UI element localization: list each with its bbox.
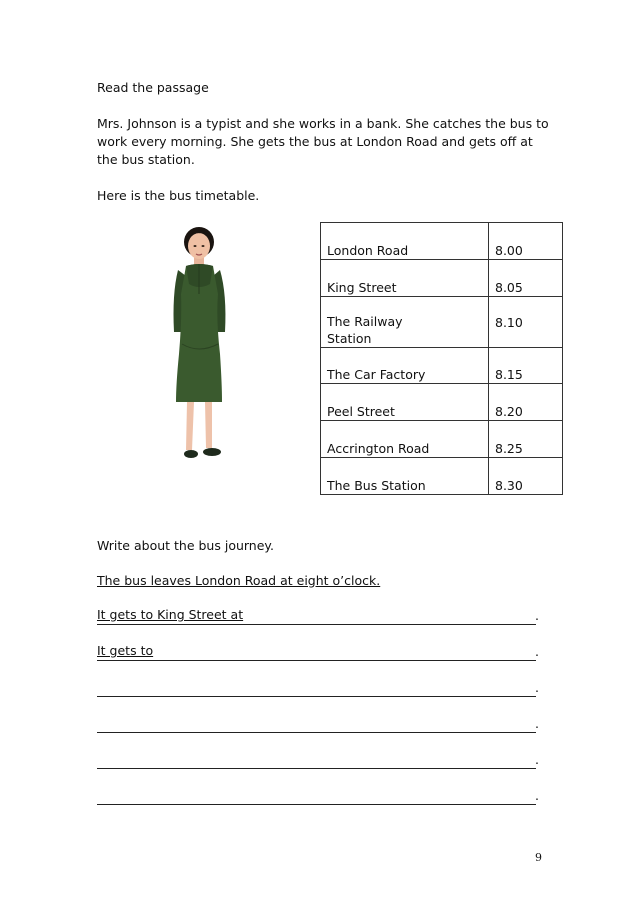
line-end-period: . bbox=[535, 752, 539, 767]
timetable-row bbox=[321, 260, 563, 297]
stop-time: 8.25 bbox=[489, 421, 563, 458]
timetable-row bbox=[321, 223, 563, 260]
stop-name: The Bus Station bbox=[321, 458, 489, 495]
answer-line[interactable] bbox=[97, 750, 536, 769]
answer-line[interactable] bbox=[97, 606, 536, 625]
stop-name: London Road bbox=[321, 223, 489, 260]
stop-name: The Railway Station bbox=[321, 297, 489, 348]
answer-line[interactable] bbox=[97, 642, 536, 661]
page-number: 9 bbox=[535, 851, 542, 864]
bus-timetable bbox=[320, 222, 563, 495]
timetable-row bbox=[321, 384, 563, 421]
answer-line[interactable] bbox=[97, 786, 536, 805]
timetable-row bbox=[321, 348, 563, 384]
task-instruction: Write about the bus journey. bbox=[97, 538, 275, 553]
stop-name: Accrington Road bbox=[321, 421, 489, 458]
stop-time: 8.15 bbox=[489, 348, 563, 384]
line-end-period: . bbox=[535, 680, 539, 695]
stop-time: 8.10 bbox=[489, 297, 563, 348]
answer-line[interactable] bbox=[97, 714, 536, 733]
stop-name: Peel Street bbox=[321, 384, 489, 421]
timetable-row bbox=[321, 458, 563, 495]
woman-illustration bbox=[160, 224, 240, 466]
answer-line[interactable] bbox=[97, 678, 536, 697]
instruction: Read the passage bbox=[97, 80, 209, 95]
stop-time: 8.00 bbox=[489, 223, 563, 260]
line-end-period: . bbox=[535, 644, 539, 659]
timetable-row bbox=[321, 297, 563, 348]
answer-prompt: It gets to bbox=[97, 643, 154, 658]
line-end-period: . bbox=[535, 608, 539, 623]
example-sentence: The bus leaves London Road at eight o’clock. bbox=[97, 573, 381, 588]
line-end-period: . bbox=[535, 788, 539, 803]
timetable-intro: Here is the bus timetable. bbox=[97, 188, 260, 203]
answer-prompt: It gets to King Street at bbox=[97, 607, 244, 622]
stop-time: 8.05 bbox=[489, 260, 563, 297]
stop-time: 8.20 bbox=[489, 384, 563, 421]
stop-name: The Car Factory bbox=[321, 348, 489, 384]
passage: Mrs. Johnson is a typist and she works in a bank. She catches the bus to work every morning. She gets the bus at London Road and gets off at the bus station. bbox=[97, 116, 549, 167]
stop-name: King Street bbox=[321, 260, 489, 297]
timetable-row bbox=[321, 421, 563, 458]
line-end-period: . bbox=[535, 716, 539, 731]
stop-time: 8.30 bbox=[489, 458, 563, 495]
